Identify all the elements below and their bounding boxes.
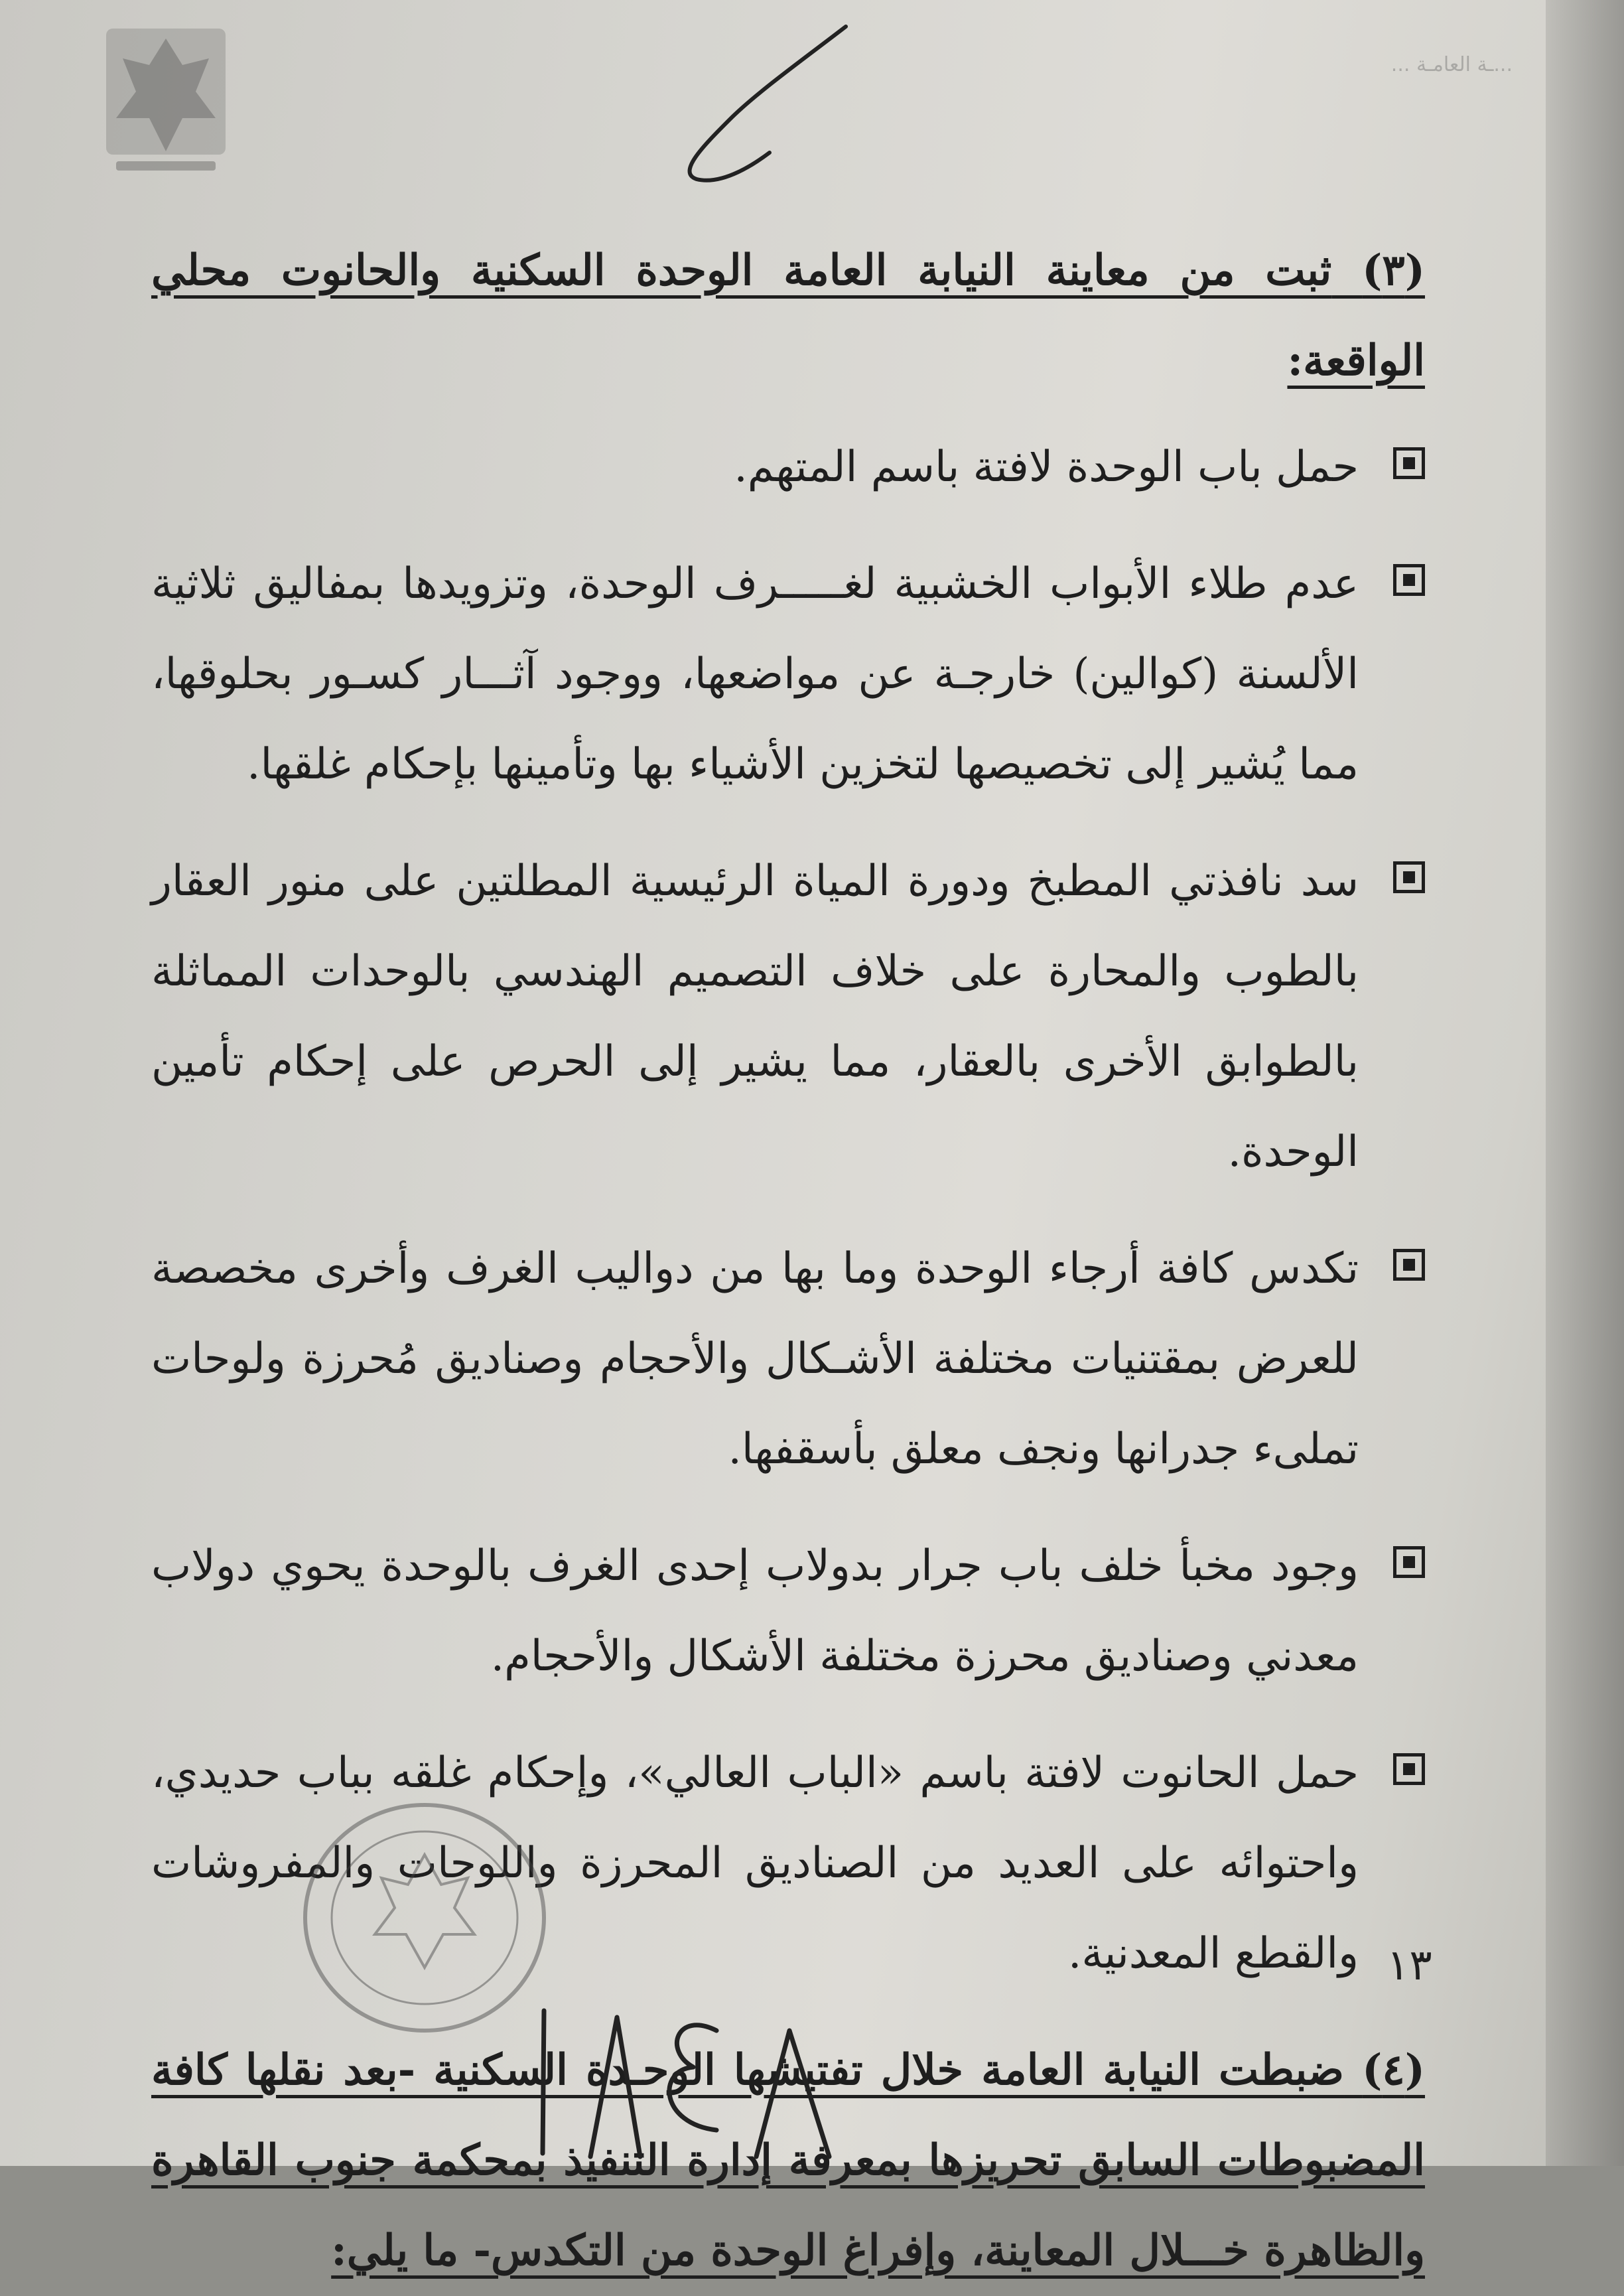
page-edge-shadow (1546, 0, 1624, 2166)
list-item-text: تكدس كافة أرجاء الوحدة وما بها من دواليب الغرف وأخرى مخصصة للعرض بمقتنيات مختلفة الأشـكال والأحجام وصناديق مُحرزة ولوحات تملىء جدرانها ونجف معلق بأسقفها. (151, 1244, 1359, 1474)
checkbox-bullet-icon (1393, 1546, 1425, 1578)
checkbox-bullet-icon (1393, 1249, 1425, 1281)
checkbox-bullet-icon (1393, 564, 1425, 596)
list-item-text: حمل الحانوت لافتة باسم «الباب العالي»، وإحكام غلقه بباب حديدي، واحتوائه على العديد من الصناديق المحرزة واللوحات والمفروشات والقطع المعدنية. (151, 1749, 1359, 1978)
section-3-heading (151, 226, 1425, 406)
section-4-heading-text: ضبطت النيابة العامة خلال تفتيشها الوحـدة السكنية -بعد نقلها كافة المضبوطات السابق تحريزها بمعرفة إدارة التنفيذ بمحكمة جنوب القاهرة والظاهرة خـــلال المعاينة، وإفراغ الوحدة من التكدس- ما يلي: (151, 2045, 1425, 2275)
checkbox-bullet-icon (1393, 447, 1425, 479)
list-item-text: سد نافذتي المطبخ ودورة المياة الرئيسية المطلتين على منور العقار بالطوب والمحارة على خلاف التصميم الهندسي بالوحدات المماثلة بالطوابق الأخرى بالعقار، مما يشير إلى الحرص على إحكام تأمين الوحدة. (151, 857, 1359, 1177)
section-3-heading-text: ثبت من معاينة النيابة العامة الوحدة السكنية والحانوت محلي الواقعة: (151, 246, 1425, 386)
list-item (151, 1521, 1425, 1701)
handwritten-number-icon (517, 2004, 849, 2163)
list-item-text: وجود مخبأ خلف باب جرار بدولاب إحدى الغرف بالوحدة يحوي دولاب معدني وصناديق محرزة مختلفة الأشكال والأحجام. (151, 1542, 1359, 1681)
list-item (151, 539, 1425, 810)
pen-signature-stroke (657, 20, 856, 192)
list-item (151, 836, 1425, 1197)
list-item (151, 1224, 1425, 1494)
list-item-text: حمل باب الوحدة لافتة باسم المتهم. (734, 443, 1359, 492)
list-item (151, 422, 1425, 512)
findings-list (151, 422, 1425, 1999)
eagle-emblem-icon (90, 19, 242, 184)
list-item-text: عدم طلاء الأبواب الخشبية لغـــــرف الوحدة، وتزويدها بمفاليق ثلاثية الألسنة (كوالين) خارجـة عن مواضعها، ووجود آثـــار كسـور بحلوقها، مما يُشير إلى تخصيصها لتخزين الأشياء بها وتأمينها بإحكام غلقها. (151, 559, 1359, 789)
section-4-number: (٤) (1362, 2045, 1426, 2095)
header-faint-text: ...ـة العامـة ... (1390, 53, 1513, 76)
checkbox-bullet-icon (1393, 861, 1425, 893)
section-3-number: (٣) (1362, 246, 1426, 295)
page-number: ١٣ (1387, 1941, 1432, 1990)
checkbox-bullet-icon (1393, 1753, 1425, 1785)
